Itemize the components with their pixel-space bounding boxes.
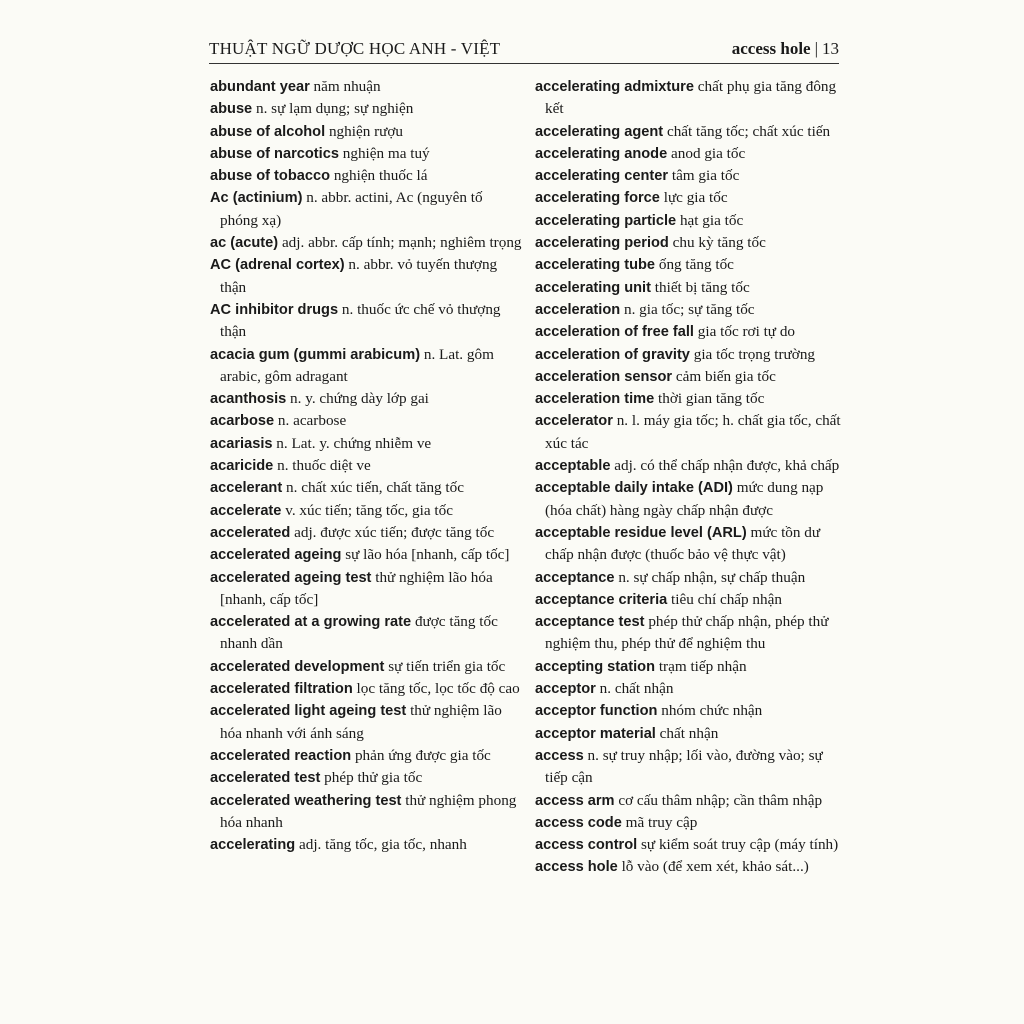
dictionary-entry [210, 500, 522, 522]
entry-definition: mức dung nạp (hóa chất) hàng ngày chấp nhận được [545, 479, 824, 519]
entry-headword: accelerated test [210, 770, 321, 787]
entry-headword: acceleration of free fall [535, 324, 694, 341]
left-column [210, 76, 522, 856]
entry-headword: accelerated ageing test [210, 569, 372, 586]
entry-definition: nghiện rượu [328, 122, 403, 140]
entry-definition: anod gia tốc [671, 144, 746, 162]
entry-definition: chất phụ gia tăng đông kết [545, 78, 837, 118]
entry-definition: được tăng tốc nhanh dần [220, 613, 498, 653]
entry-headword: accelerate [210, 502, 282, 519]
entry-headword: abundant year [210, 79, 310, 95]
entry-definition: gia tốc trọng trường [693, 345, 816, 363]
dictionary-entry [535, 165, 842, 187]
entry-headword: abuse of alcohol [210, 123, 326, 140]
header-separator: | [814, 39, 818, 58]
dictionary-entry [210, 767, 522, 789]
entry-definition: sự tiến triển gia tốc [388, 657, 506, 675]
entry-headword: accelerating particle [535, 212, 677, 229]
entry-headword: accelerated [210, 524, 291, 541]
entry-headword: acceptance criteria [535, 591, 668, 608]
entry-headword: ac (acute) [210, 235, 279, 252]
dictionary-entry [210, 121, 522, 143]
right-column [535, 76, 842, 879]
guide-word: access hole [731, 39, 811, 58]
dictionary-entry [535, 700, 842, 722]
dictionary-entry [535, 187, 842, 209]
entry-headword: accelerated reaction [210, 747, 352, 764]
entry-definition: thiết bị tăng tốc [654, 278, 750, 296]
entry-definition: sự kiểm soát truy cập (máy tính) [641, 836, 839, 854]
entry-headword: accelerating force [535, 190, 660, 207]
dictionary-entry [210, 522, 522, 544]
dictionary-entry [535, 834, 842, 856]
entry-headword: acceptor [535, 681, 596, 698]
entry-headword: acceptable daily intake (ADI) [535, 480, 733, 497]
entry-definition: thời gian tăng tốc [658, 390, 765, 408]
dictionary-entry [535, 812, 842, 834]
entry-headword: accelerating period [535, 235, 669, 252]
dictionary-entry [210, 455, 522, 477]
entry-headword: accelerating agent [535, 123, 664, 140]
dictionary-entry [535, 210, 842, 232]
dictionary-entry [535, 232, 842, 254]
dictionary-entry [535, 656, 842, 678]
dictionary-entry [210, 187, 522, 232]
entry-headword: accelerating anode [535, 145, 668, 162]
entry-definition: n. gia tốc; sự tăng tốc [623, 300, 755, 318]
dictionary-entry [210, 745, 522, 767]
dictionary-entry [535, 589, 842, 611]
entry-definition: n. chất nhận [599, 680, 674, 698]
entry-definition: chu kỳ tăng tốc [672, 234, 766, 252]
entry-headword: acariasis [210, 435, 273, 452]
dictionary-entry [210, 143, 522, 165]
dictionary-entry [535, 678, 842, 700]
header-right [732, 38, 839, 60]
dictionary-entry [535, 410, 842, 455]
entry-headword: accelerated development [210, 658, 385, 675]
dictionary-entry [535, 277, 842, 299]
entry-definition: cơ cấu thâm nhập; cần thâm nhập [618, 791, 823, 809]
entry-definition: năm nhuận [313, 78, 381, 95]
entry-headword: accelerated filtration [210, 681, 353, 698]
entry-definition: chất tăng tốc; chất xúc tiến [666, 122, 831, 140]
entry-headword: acceleration time [535, 391, 655, 408]
dictionary-entry [535, 567, 842, 589]
entry-definition: ống tăng tốc [658, 256, 734, 274]
dictionary-entry [210, 76, 522, 98]
entry-headword: acceptor material [535, 725, 656, 742]
running-header [209, 38, 839, 62]
entry-headword: accelerating center [535, 168, 669, 185]
entry-definition: n. thuốc ức chế vỏ thượng thận [220, 300, 501, 341]
entry-headword: accelerated weathering test [210, 792, 402, 809]
entry-headword: access code [535, 814, 622, 831]
entry-definition: n. chất xúc tiến, chất tăng tốc [286, 479, 464, 497]
entry-headword: acacia gum (gummi arabicum) [210, 346, 421, 363]
entry-definition: hạt gia tốc [679, 211, 744, 229]
entry-headword: access arm [535, 792, 615, 809]
dictionary-entry [535, 745, 842, 790]
entry-headword: accelerator [535, 413, 613, 430]
entry-headword: acarbose [210, 413, 275, 430]
dictionary-entry [210, 344, 522, 389]
dictionary-entry [535, 522, 842, 567]
dictionary-entry [210, 477, 522, 499]
entry-definition: phép thử gia tốc [324, 769, 423, 787]
dictionary-entry [210, 544, 522, 566]
dictionary-entry [535, 455, 842, 477]
dictionary-entry [210, 299, 522, 344]
entry-headword: abuse [210, 101, 253, 118]
dictionary-entry [535, 723, 842, 745]
dictionary-entry [535, 477, 842, 522]
entry-definition: mức tồn dư chấp nhận được (thuốc bảo vệ thực vật) [545, 523, 821, 564]
entry-definition: adj. được xúc tiến; được tăng tốc [294, 523, 495, 541]
entry-headword: AC (adrenal cortex) [210, 257, 345, 274]
entry-headword: AC inhibitor drugs [210, 301, 339, 318]
entry-definition: n. sự truy nhập; lối vào, đường vào; sự tiếp cận [545, 746, 823, 787]
entry-definition: n. abbr. vỏ tuyến thượng thận [220, 256, 498, 296]
entry-definition: phản ứng được gia tốc [354, 746, 491, 764]
entry-headword: acanthosis [210, 391, 287, 408]
entry-definition: phép thử chấp nhận, phép thử nghiệm thu, phép thử để nghiệm thu [545, 613, 829, 653]
entry-definition: n. Lat. gôm arabic, gôm adragant [220, 345, 494, 385]
entry-definition: n. acarbose [277, 412, 347, 430]
entry-definition: thử nghiệm phong hóa nhanh [220, 791, 517, 831]
entry-definition: thử nghiệm lão hóa nhanh với ánh sáng [220, 702, 502, 742]
entry-definition: cảm biến gia tốc [675, 367, 776, 385]
dictionary-entry [535, 143, 842, 165]
entry-headword: accepting station [535, 658, 656, 675]
entry-definition: n. sự chấp nhận, sự chấp thuận [618, 568, 806, 586]
entry-definition: tiêu chí chấp nhận [671, 590, 782, 608]
book-title: THUẬT NGỮ DƯỢC HỌC ANH - VIỆT [209, 39, 501, 58]
entry-definition: sự lão hóa [nhanh, cấp tốc] [345, 546, 510, 564]
entry-headword: acceptor function [535, 703, 658, 720]
entry-definition: adj. có thể chấp nhận được, khả chấp [614, 457, 840, 475]
entry-definition: lọc tăng tốc, lọc tốc độ cao [356, 680, 520, 698]
dictionary-entry [210, 232, 522, 254]
dictionary-entry [535, 299, 842, 321]
dictionary-entry [210, 410, 522, 432]
entry-definition: nghiện thuốc lá [333, 167, 428, 185]
dictionary-entry [535, 76, 842, 121]
entry-definition: thử nghiệm lão hóa [nhanh, cấp tốc] [220, 568, 493, 608]
dictionary-entry [535, 856, 842, 878]
entry-definition: trạm tiếp nhận [658, 657, 747, 675]
entry-definition: adj. abbr. cấp tính; mạnh; nghiêm trọng [281, 234, 522, 252]
entry-definition: n. Lat. y. chứng nhiễm ve [276, 434, 432, 452]
entry-definition: mã truy cập [625, 813, 698, 831]
entry-definition: chất nhận [659, 724, 719, 742]
entry-headword: accelerating admixture [535, 79, 694, 95]
entry-headword: acceleration of gravity [535, 346, 690, 363]
entry-headword: acceleration sensor [535, 368, 673, 385]
entry-headword: abuse of tobacco [210, 168, 331, 185]
entry-headword: acceptance test [535, 614, 645, 631]
entry-definition: gia tốc rơi tự do [697, 323, 796, 341]
dictionary-entry [210, 611, 522, 656]
entry-definition: lỗ vào (để xem xét, khảo sát...) [621, 858, 809, 876]
entry-headword: accelerating unit [535, 279, 651, 296]
entry-headword: acceptable [535, 458, 611, 475]
entry-definition: lực gia tốc [663, 189, 728, 207]
entry-headword: accelerated ageing [210, 547, 342, 564]
page-number: 13 [822, 39, 839, 58]
dictionary-entry [535, 366, 842, 388]
entry-definition: n. abbr. actini, Ac (nguyên tố phóng xạ) [220, 189, 483, 229]
entry-headword: access hole [535, 859, 618, 876]
entry-definition: n. thuốc diệt ve [277, 457, 371, 475]
dictionary-entry [210, 678, 522, 700]
entry-definition: n. l. máy gia tốc; h. chất gia tốc, chất xúc tác [545, 412, 841, 452]
entry-definition: nhóm chức nhận [661, 702, 763, 720]
dictionary-entry [210, 790, 522, 835]
entry-headword: acceptable residue level (ARL) [535, 524, 747, 541]
dictionary-entry [210, 656, 522, 678]
dictionary-entry [210, 98, 522, 120]
entry-definition: tâm gia tốc [671, 167, 740, 185]
entry-headword: Ac (actinium) [210, 190, 303, 207]
dictionary-entry [210, 388, 522, 410]
dictionary-entry [535, 344, 842, 366]
entry-headword: acaricide [210, 458, 274, 475]
dictionary-entry [210, 254, 522, 299]
dictionary-entry [210, 700, 522, 745]
entry-headword: accelerated light ageing test [210, 703, 407, 720]
dictionary-entry [535, 321, 842, 343]
entry-headword: accelerated at a growing rate [210, 614, 412, 631]
header-rule [209, 63, 839, 64]
dictionary-entry [210, 433, 522, 455]
entry-definition: v. xúc tiến; tăng tốc, gia tốc [285, 501, 453, 519]
entry-headword: access [535, 747, 584, 764]
dictionary-entry [535, 611, 842, 656]
entry-headword: abuse of narcotics [210, 145, 339, 162]
entry-definition: adj. tăng tốc, gia tốc, nhanh [298, 836, 467, 854]
dictionary-entry [535, 121, 842, 143]
dictionary-entry [210, 567, 522, 612]
dictionary-entry [535, 254, 842, 276]
entry-definition: nghiện ma tuý [342, 144, 430, 162]
dictionary-entry [210, 834, 522, 856]
dictionary-entry [535, 388, 842, 410]
entry-headword: acceleration [535, 301, 621, 318]
entry-headword: accelerating [210, 837, 296, 854]
entry-headword: access control [535, 837, 638, 854]
entry-definition: n. y. chứng dày lớp gai [290, 390, 429, 408]
dictionary-entry [535, 790, 842, 812]
entry-definition: n. sự lạm dụng; sự nghiện [255, 100, 414, 118]
entry-headword: accelerant [210, 480, 283, 497]
dictionary-entry [210, 165, 522, 187]
entry-headword: accelerating tube [535, 257, 656, 274]
entry-headword: acceptance [535, 569, 615, 586]
